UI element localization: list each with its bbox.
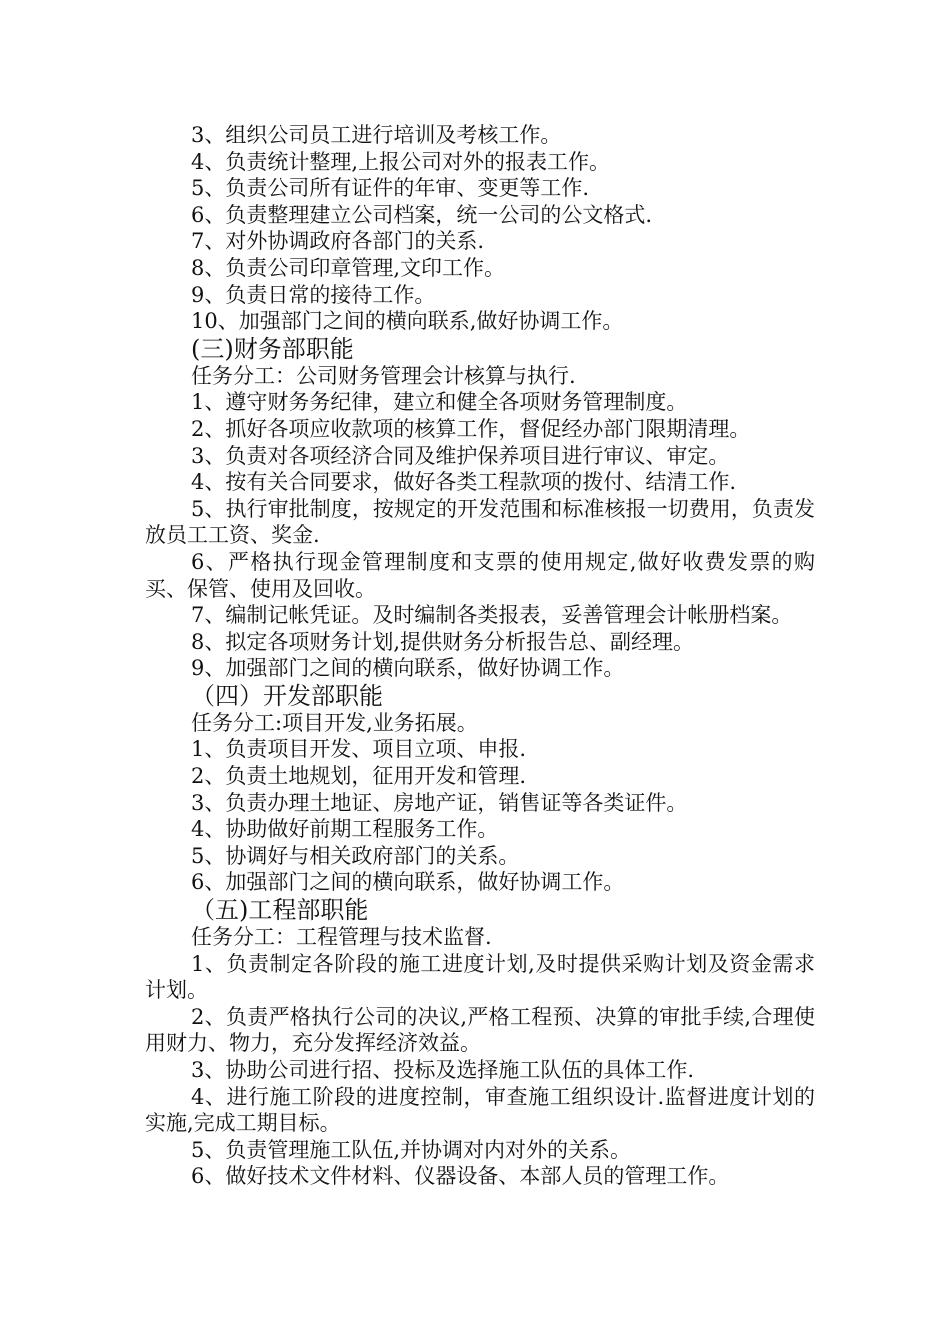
list-item: 2、负责土地规划，征用开发和管理. xyxy=(191,764,527,789)
list-item: 5、执行审批制度，按规定的开发范围和标准核报一切费用，负责发放员工工资、奖金. xyxy=(145,496,815,548)
list-item: 1、负责项目开发、项目立项、申报. xyxy=(191,737,527,762)
list-item: 1、负责制定各阶段的施工进度计划,及时提供采购计划及资金需求计划。 xyxy=(145,951,815,1003)
section-heading-finance: (三)财务部职能 xyxy=(191,334,354,363)
list-item: 2、负责严格执行公司的决议,严格工程预、决算的审批手续,合理使用财力、物力，充分发挥经济效益。 xyxy=(145,1004,815,1056)
list-item: 3、负责办理土地证、房地产证，销售证等各类证件。 xyxy=(191,790,688,815)
list-item: 7、对外协调政府各部门的关系. xyxy=(191,229,485,254)
list-item: 9、加强部门之间的横向联系，做好协调工作。 xyxy=(191,656,625,681)
list-item: 5、负责公司所有证件的年审、变更等工作. xyxy=(191,176,590,201)
section-heading-development: （四）开发部职能 xyxy=(191,681,383,710)
task-division: 任务分工:项目开发,业务拓展。 xyxy=(191,710,478,735)
list-item: 3、负责对各项经济合同及维护保养项目进行审议、审定。 xyxy=(191,443,730,468)
section-heading-engineering: （五)工程部职能 xyxy=(191,896,369,925)
list-item: 6、加强部门之间的横向联系，做好协调工作。 xyxy=(191,870,625,895)
list-item: 6、严格执行现金管理制度和支票的使用规定,做好收费发票的购买、保管、使用及回收。 xyxy=(145,549,815,601)
list-item: 8、拟定各项财务计划,提供财务分析报告总、副经理。 xyxy=(191,629,695,654)
list-item: 6、负责整理建立公司档案，统一公司的公文格式. xyxy=(191,202,653,227)
list-item: 10、加强部门之间的横向联系,做好协调工作。 xyxy=(191,309,624,334)
list-item: 2、抓好各项应收款项的核算工作，督促经办部门限期清理。 xyxy=(191,416,751,441)
task-division: 任务分工：工程管理与技术监督. xyxy=(191,925,492,950)
list-item: 1、遵守财务务纪律，建立和健全各项财务管理制度。 xyxy=(191,390,688,415)
list-item: 4、进行施工阶段的进度控制，审查施工组织设计.监督进度计划的实施,完成工期目标。 xyxy=(145,1084,815,1136)
list-item: 4、负责统计整理,上报公司对外的报表工作。 xyxy=(191,149,611,174)
list-item: 4、按有关合同要求，做好各类工程款项的拨付、结清工作. xyxy=(191,470,737,495)
list-item: 8、负责公司印章管理,文印工作。 xyxy=(191,255,506,280)
task-division: 任务分工：公司财务管理会计核算与执行. xyxy=(191,363,576,388)
list-item: 6、做好技术文件材料、仪器设备、本部人员的管理工作。 xyxy=(191,1164,730,1189)
document-body xyxy=(145,122,815,1190)
list-item: 3、协助公司进行招、投标及选择施工队伍的具体工作. xyxy=(191,1058,695,1082)
list-item: 4、协助做好前期工程服务工作。 xyxy=(191,817,499,842)
list-item: 5、负责管理施工队伍,并协调对内对外的关系。 xyxy=(191,1137,632,1162)
list-item: 5、协调好与相关政府部门的关系。 xyxy=(191,843,520,868)
list-item: 7、编制记帐凭证。及时编制各类报表，妥善管理会计帐册档案。 xyxy=(191,603,793,628)
list-item: 3、组织公司员工进行培训及考核工作。 xyxy=(191,123,562,147)
list-item: 9、负责日常的接待工作。 xyxy=(191,282,436,307)
